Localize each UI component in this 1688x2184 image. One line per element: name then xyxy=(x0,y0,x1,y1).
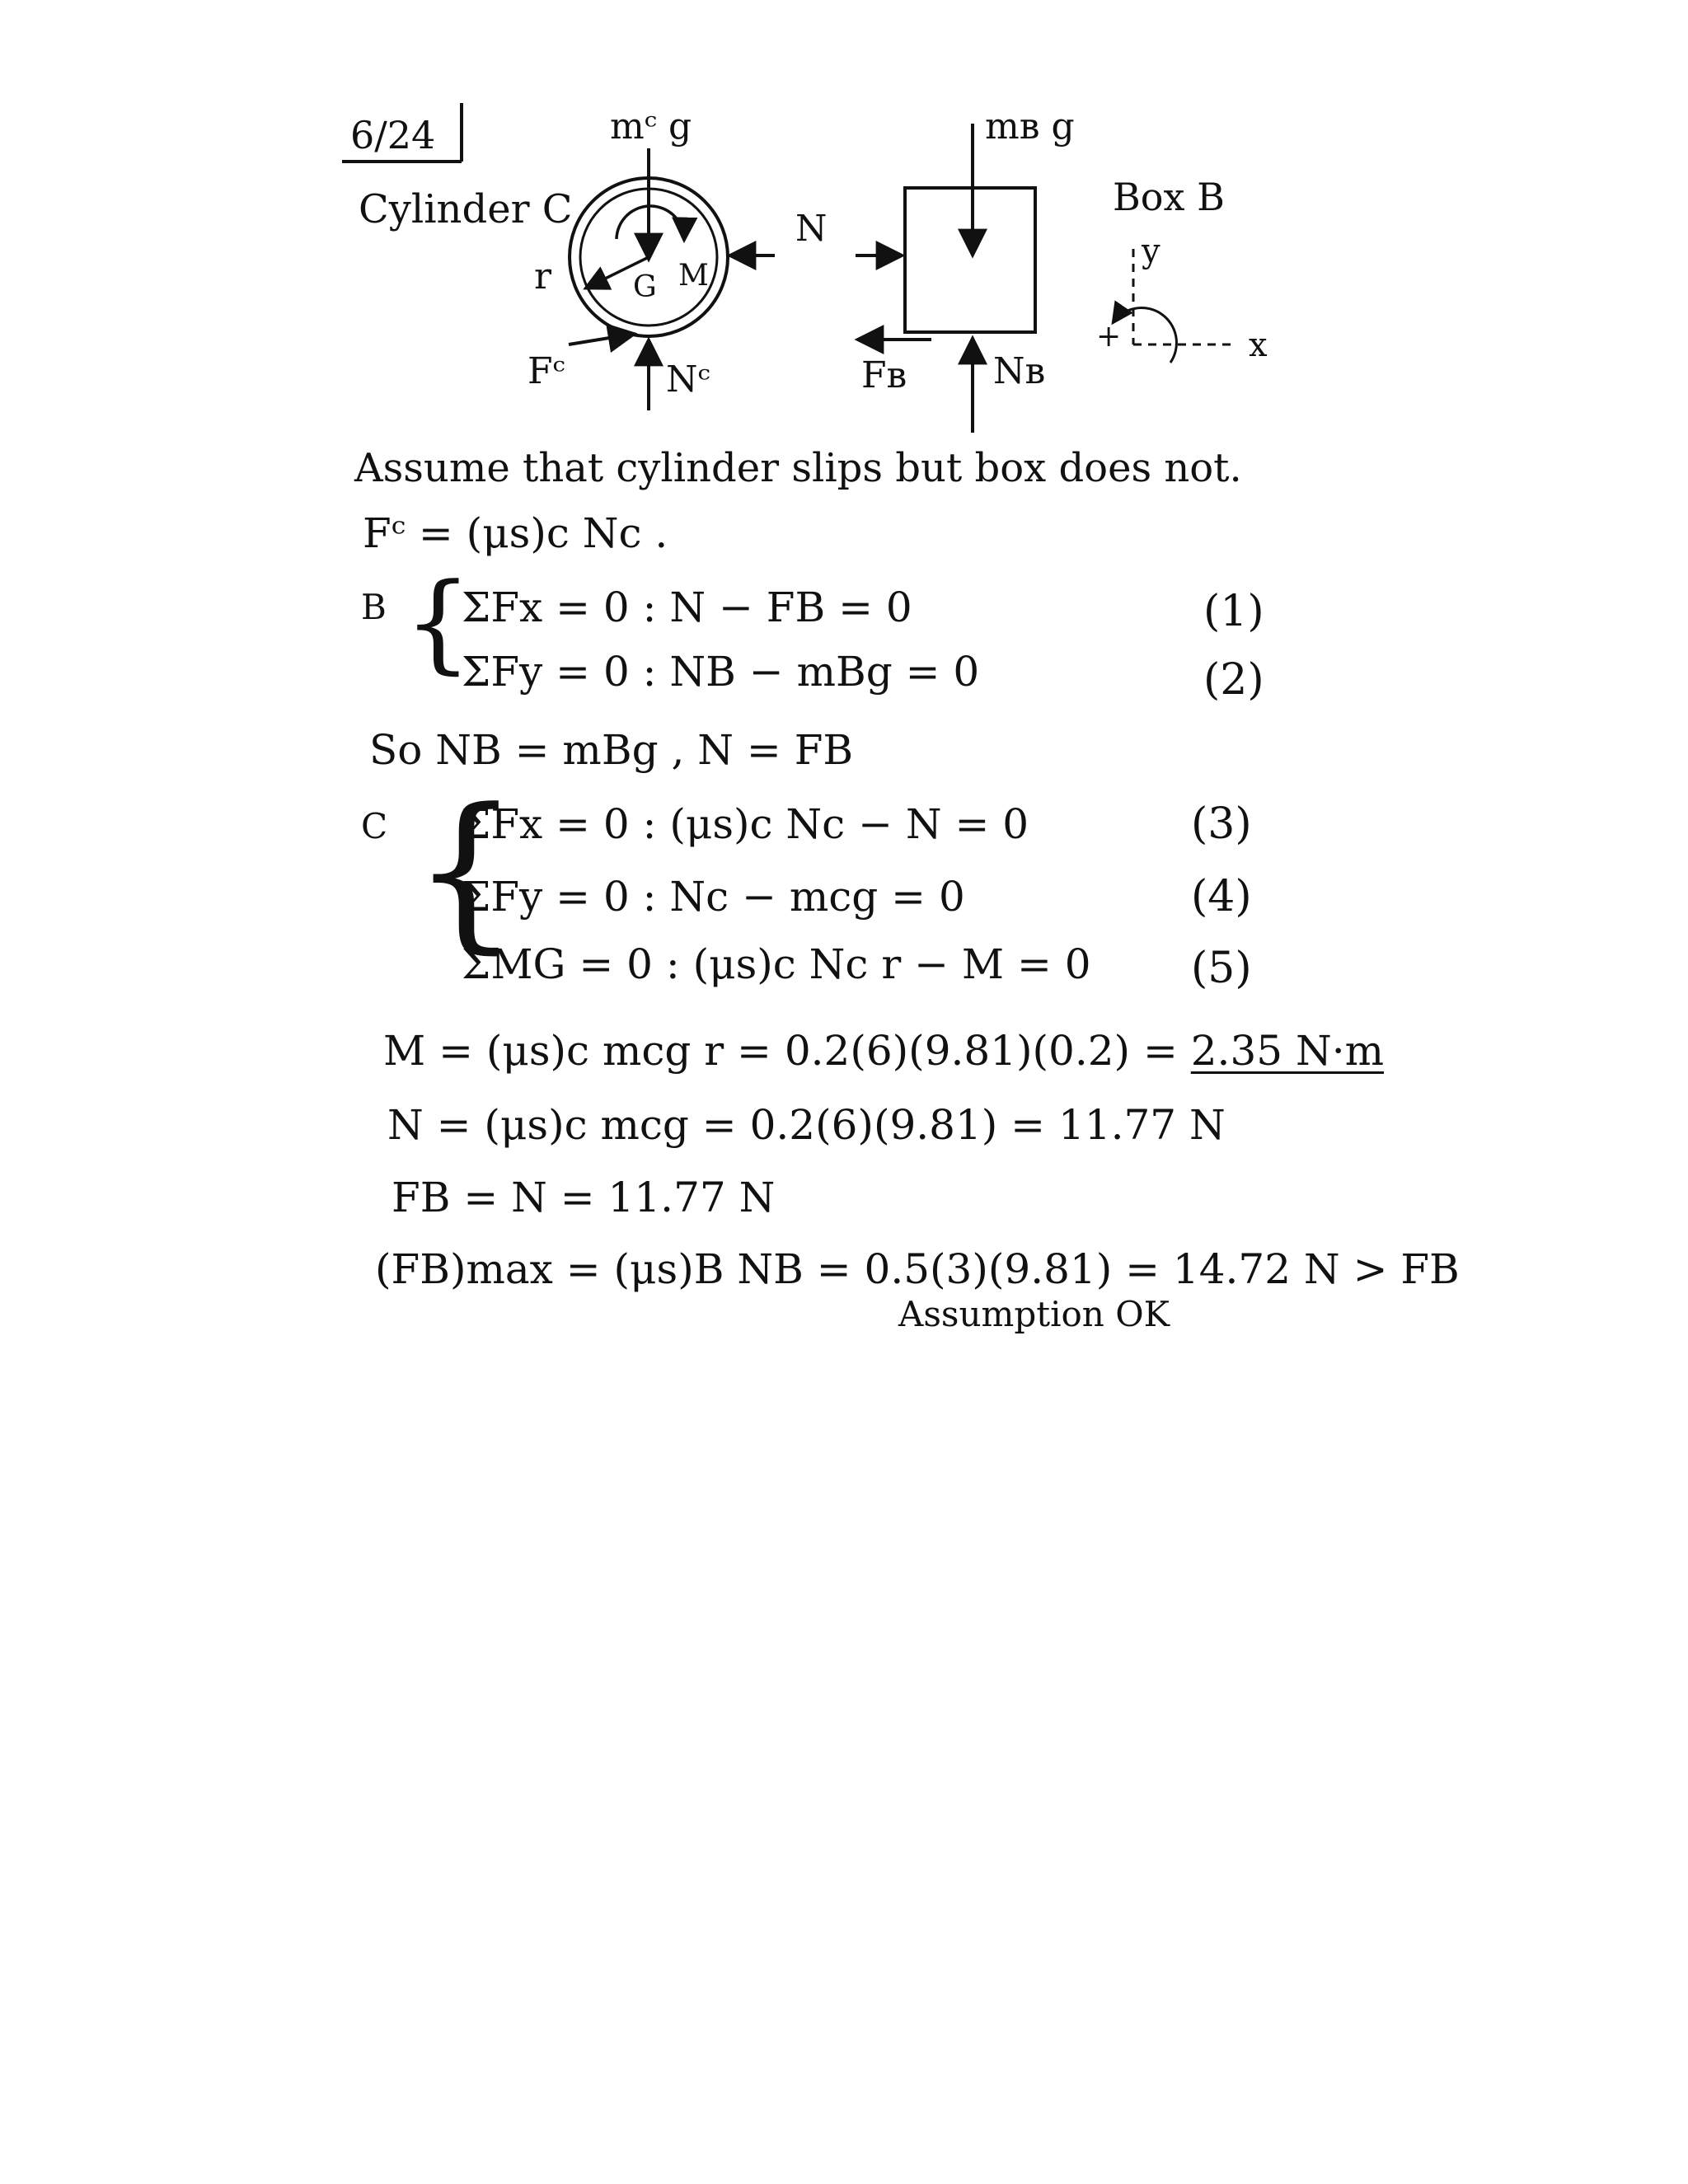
result-moment-value: 2.35 N·m xyxy=(1190,1027,1385,1075)
friction-c-arrow xyxy=(569,334,635,344)
assumption-statement: Assume that cylinder slips but box does not. xyxy=(354,445,1242,491)
cyl-eq-3-number: (3) xyxy=(1191,799,1252,849)
cyl-eq-5: ΣMG = 0 : (μs)c Nc r − M = 0 xyxy=(462,940,1091,988)
result-normal: N = (μs)c mcg = 0.2(6)(9.81) = 11.77 N xyxy=(387,1101,1226,1149)
x-axis-label: x xyxy=(1249,326,1268,364)
normal-c-label: Nᶜ xyxy=(666,359,710,401)
box-group-label: B xyxy=(361,587,387,627)
box-eq-1-number: (1) xyxy=(1203,587,1264,636)
cyl-equations-brace: { xyxy=(412,773,520,969)
result-moment-expression: M = (μs)c mcg r = 0.2(6)(9.81)(0.2) = xyxy=(383,1027,1178,1075)
y-axis-label: y xyxy=(1142,232,1160,270)
normal-label: N xyxy=(795,208,828,250)
friction-equation: Fᶜ = (μs)c Nc . xyxy=(363,509,668,557)
normal-b-label: Nʙ xyxy=(993,350,1046,392)
cyl-eq-4: ΣFy = 0 : Nc − mcg = 0 xyxy=(462,873,965,921)
conclusion: Assumption OK xyxy=(898,1294,1170,1334)
cyl-eq-4-number: (4) xyxy=(1191,872,1252,921)
friction-b-label: Fʙ xyxy=(861,354,907,396)
center-label: G xyxy=(633,270,657,304)
box-eq-2: ΣFy = 0 : NB − mBg = 0 xyxy=(462,648,980,696)
positive-sign: + xyxy=(1096,320,1122,354)
positive-rotation-icon xyxy=(1113,308,1176,363)
box-label: Box B xyxy=(1113,175,1225,219)
moment-arrow xyxy=(617,206,684,241)
friction-c-label: Fᶜ xyxy=(528,350,565,392)
cyl-group-label: C xyxy=(361,806,388,846)
cyl-eq-5-number: (5) xyxy=(1191,944,1252,993)
box-eq-1: ΣFx = 0 : N − FB = 0 xyxy=(462,583,912,631)
weight-c-label: mᶜ g xyxy=(610,105,692,148)
box-equations-brace: { xyxy=(404,560,472,685)
result-friction-b-max: (FB)max = (μs)B NB = 0.5(3)(9.81) = 14.72 N > FB xyxy=(375,1245,1460,1293)
cyl-eq-3: ΣFx = 0 : (μs)c Nc − N = 0 xyxy=(462,800,1029,848)
free-body-diagram xyxy=(0,0,1688,462)
result-moment xyxy=(383,1027,1385,1075)
problem-number: 6/24 xyxy=(350,113,436,157)
radius-label: r xyxy=(534,255,552,298)
box-body xyxy=(905,188,1035,332)
cylinder-label: Cylinder C xyxy=(359,186,573,232)
so-line: So NB = mBg , N = FB xyxy=(369,726,854,774)
box-eq-2-number: (2) xyxy=(1203,655,1264,705)
moment-label: M xyxy=(678,259,709,293)
weight-b-label: mʙ g xyxy=(985,105,1075,148)
result-friction-b: FB = N = 11.77 N xyxy=(392,1174,776,1221)
